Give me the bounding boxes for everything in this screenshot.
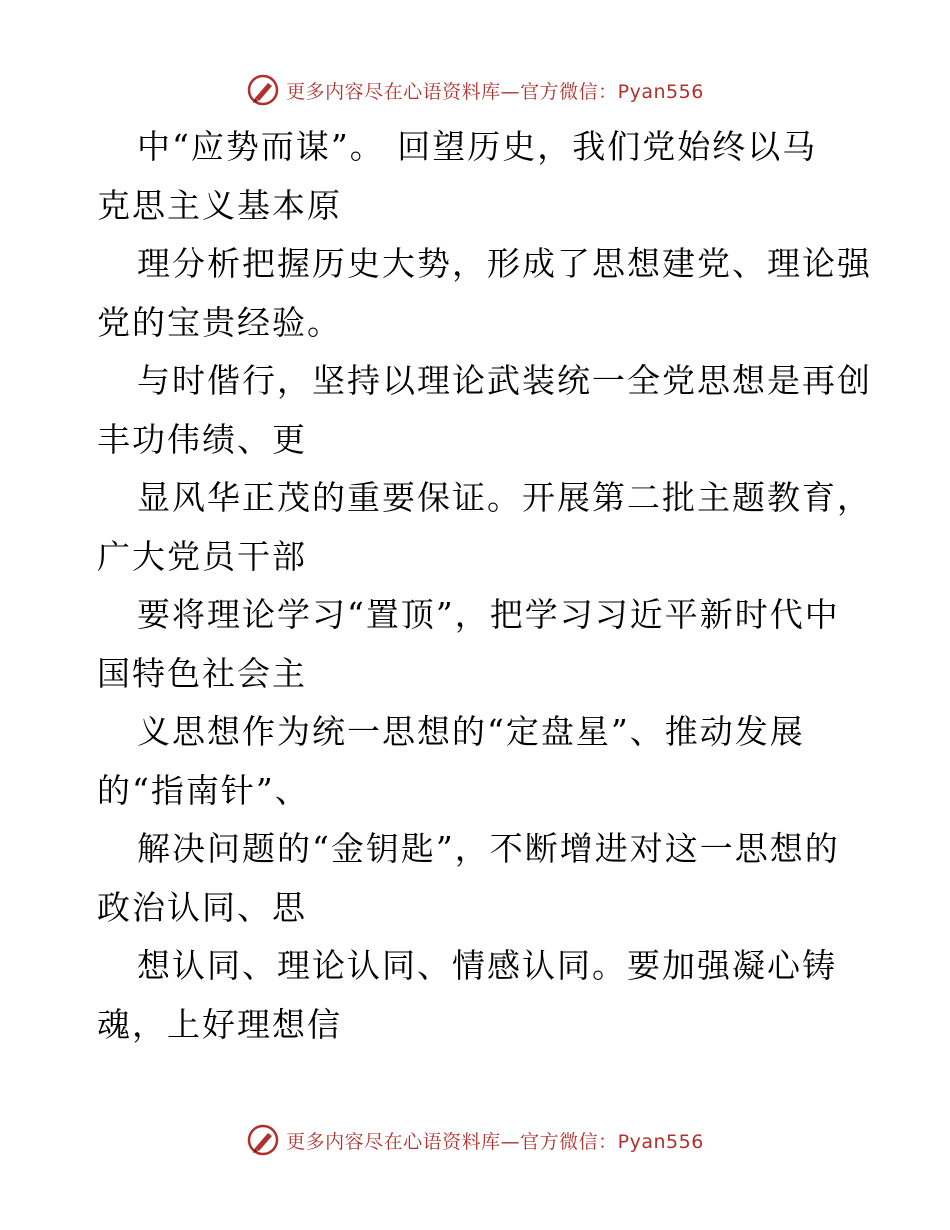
text-line: 广大党员干部 bbox=[97, 536, 307, 576]
header-banner bbox=[0, 70, 950, 110]
pen-logo-icon bbox=[246, 1123, 280, 1157]
text-line: 的“指南针”、 bbox=[97, 770, 310, 810]
text-line: 政治认同、思 bbox=[97, 887, 307, 927]
text-line: 想认同、理论认同、情感认同。要加强凝心铸 bbox=[137, 946, 837, 985]
text-line: 显风华正茂的重要保证。开展第二批主题教育， bbox=[137, 478, 872, 517]
text-line: 魂，上好理想信 bbox=[97, 1004, 342, 1044]
text-line: 党的宝贵经验。 bbox=[97, 302, 342, 342]
text-line: 克思主义基本原 bbox=[97, 185, 342, 225]
document-body bbox=[97, 118, 877, 1054]
text-line: 国特色社会主 bbox=[97, 653, 307, 693]
text-line: 与时偕行，坚持以理论武装统一全党思想是再创 bbox=[137, 361, 872, 400]
footer-banner-text: 更多内容尽在心语资料库—官方微信：Pyan556 bbox=[286, 1130, 704, 1153]
footer-banner bbox=[0, 1120, 950, 1160]
header-banner-text: 更多内容尽在心语资料库—官方微信：Pyan556 bbox=[286, 80, 704, 103]
text-line: 理分析把握历史大势，形成了思想建党、理论强 bbox=[137, 244, 872, 283]
text-line: 解决问题的“金钥匙”，不断增进对这一思想的 bbox=[137, 829, 840, 868]
text-line: 要将理论学习“置顶”，把学习习近平新时代中 bbox=[137, 595, 840, 634]
pen-logo-icon bbox=[246, 73, 280, 107]
text-line: 义思想作为统一思想的“定盘星”、推动发展 bbox=[137, 712, 805, 751]
text-line: 丰功伟绩、更 bbox=[97, 419, 307, 459]
text-line: 中“应势而谋”。 回望历史，我们党始终以马 bbox=[137, 127, 818, 166]
